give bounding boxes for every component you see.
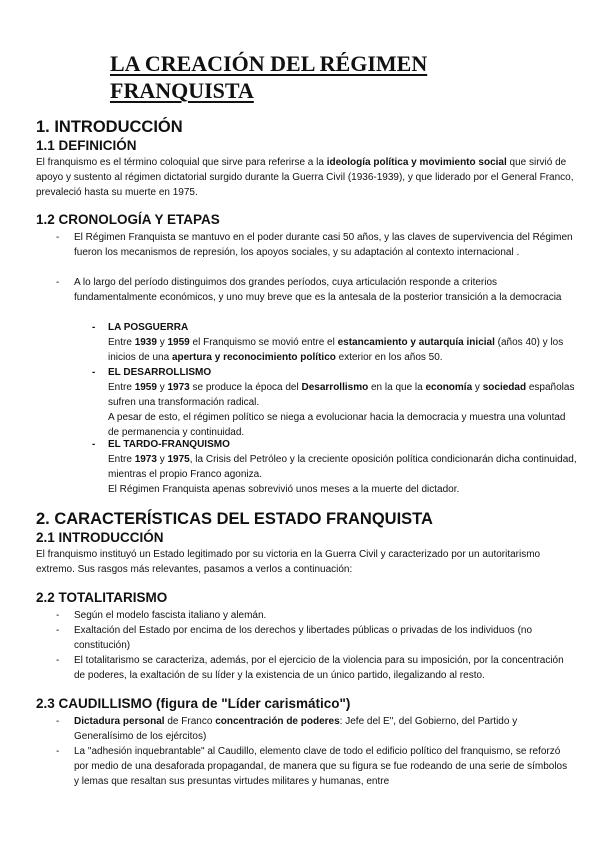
desarrollismo-text: Entre 1959 y 1973 se produce la época del Desarrollismo en la que la economía y sociedad españolas sufren una transformación radical. [108,382,575,408]
desarrollismo-text-2: A pesar de esto, el régimen político se niega a evolucionar hacia la democracia y muestra una voluntad de permanencia y continuidad. [108,412,566,438]
bullet-dash: - [56,277,60,288]
posguerra-text: Entre 1939 y 1959 el Franquismo se movió entre el estancamiento y autarquía inicial (años 40) y los inicios de una apertura y reconocimiento político exterior en los años 50. [108,337,564,363]
tardo-text-2: El Régimen Franquista apenas sobrevivió unos meses a la muerte del dictador. [108,484,460,495]
bullet-dash: - [56,716,60,727]
section-2-1-heading: 2.1 INTRODUCCIÓN [36,530,164,545]
posguerra-label: LA POSGUERRA [108,322,189,333]
bullet-dash: - [56,655,60,666]
section-2-intro: El franquismo instituyó un Estado legitimado por su victoria en la Guerra Civil y caracterizado por un autoritarismo extremo. Sus rasgos más relevantes, pasamos a verlos a continuación: [36,549,541,575]
bullet-dash: - [56,610,60,621]
section-1-heading: 1. INTRODUCCIÓN [36,118,183,136]
tardo-label: EL TARDO-FRANQUISMO [108,439,230,450]
section-2-heading: 2. CARACTERÍSTICAS DEL ESTADO FRANQUISTA [36,510,433,528]
totalitarismo-bullet-2: Exaltación del Estado por encima de los derechos y libertades públicas o privadas de los individuos (no constitución) [74,625,533,651]
caudillismo-bullet-2: La "adhesión inquebrantable" al Caudillo, elemento clave de todo el edificio político del franquismo, se reforzó por medio de una desaforada propagandaI, de manera que su figura se fue rodeando de una serie de símbolos y lemas que resaltan sus presuntas virtudes militares y humanas, entre [74,746,568,787]
section-1-2-heading: 1.2 CRONOLOGÍA Y ETAPAS [36,212,220,227]
desarrollismo-label: EL DESARROLLISMO [108,367,212,378]
section-2-2-heading: 2.2 TOTALITARISMO [36,590,168,605]
chronology-bullet-1: El Régimen Franquista se mantuvo en el poder durante casi 50 años, y las claves de supervivencia del Régimen fueron los mecanismos de represión, los apoyos sociales, y su adaptación al contexto internacional . [74,232,573,258]
bullet-dash: - [56,232,60,243]
bullet-dash: - [56,746,60,757]
totalitarismo-bullet-1: Según el modelo fascista italiano y alemán. [74,610,267,621]
definition-paragraph: El franquismo es el término coloquial que sirve para referirse a la ideología política y movimiento social que sirvió de apoyo y sustento al régimen dictatorial surgido durante la Guerra Civil (1936-1939), y que liderado por el General Franco, prevaleció hasta su muerte en 1975. [36,157,574,198]
chronology-bullet-2: A lo largo del período distinguimos dos grandes períodos, cuya articulación responde a criterios fundamentalmente económicos, y uno muy breve que es la antesala de la posterior transición a la democracia [74,277,562,303]
sub-bullet-dash: - [92,439,96,450]
totalitarismo-bullet-3: El totalitarismo se caracteriza, además, por el ejercicio de la violencia para su imposición, por la concentración de poderes, la exaltación de su líder y la existencia de un único partido, ilegalizando al resto. [74,655,564,681]
tardo-text: Entre 1973 y 1975, la Crisis del Petróleo y la creciente oposición política condicionarán dicha continuidad, mientras el propio Franco agoniza. [108,454,577,480]
bullet-dash: - [56,625,60,636]
caudillismo-bullet-1: Dictadura personal de Franco concentración de poderes: Jefe del E", del Gobierno, del Partido y Generalísimo de los ejércitos) [74,716,518,742]
sub-bullet-dash: - [92,367,96,378]
section-1-1-heading: 1.1 DEFINICIÓN [36,138,137,153]
document-title: LA CREACIÓN DEL RÉGIMEN FRANQUISTA [110,51,428,103]
sub-bullet-dash: - [92,322,96,333]
section-2-3-heading: 2.3 CAUDILLISMO (figura de "Líder carismático") [36,696,351,711]
